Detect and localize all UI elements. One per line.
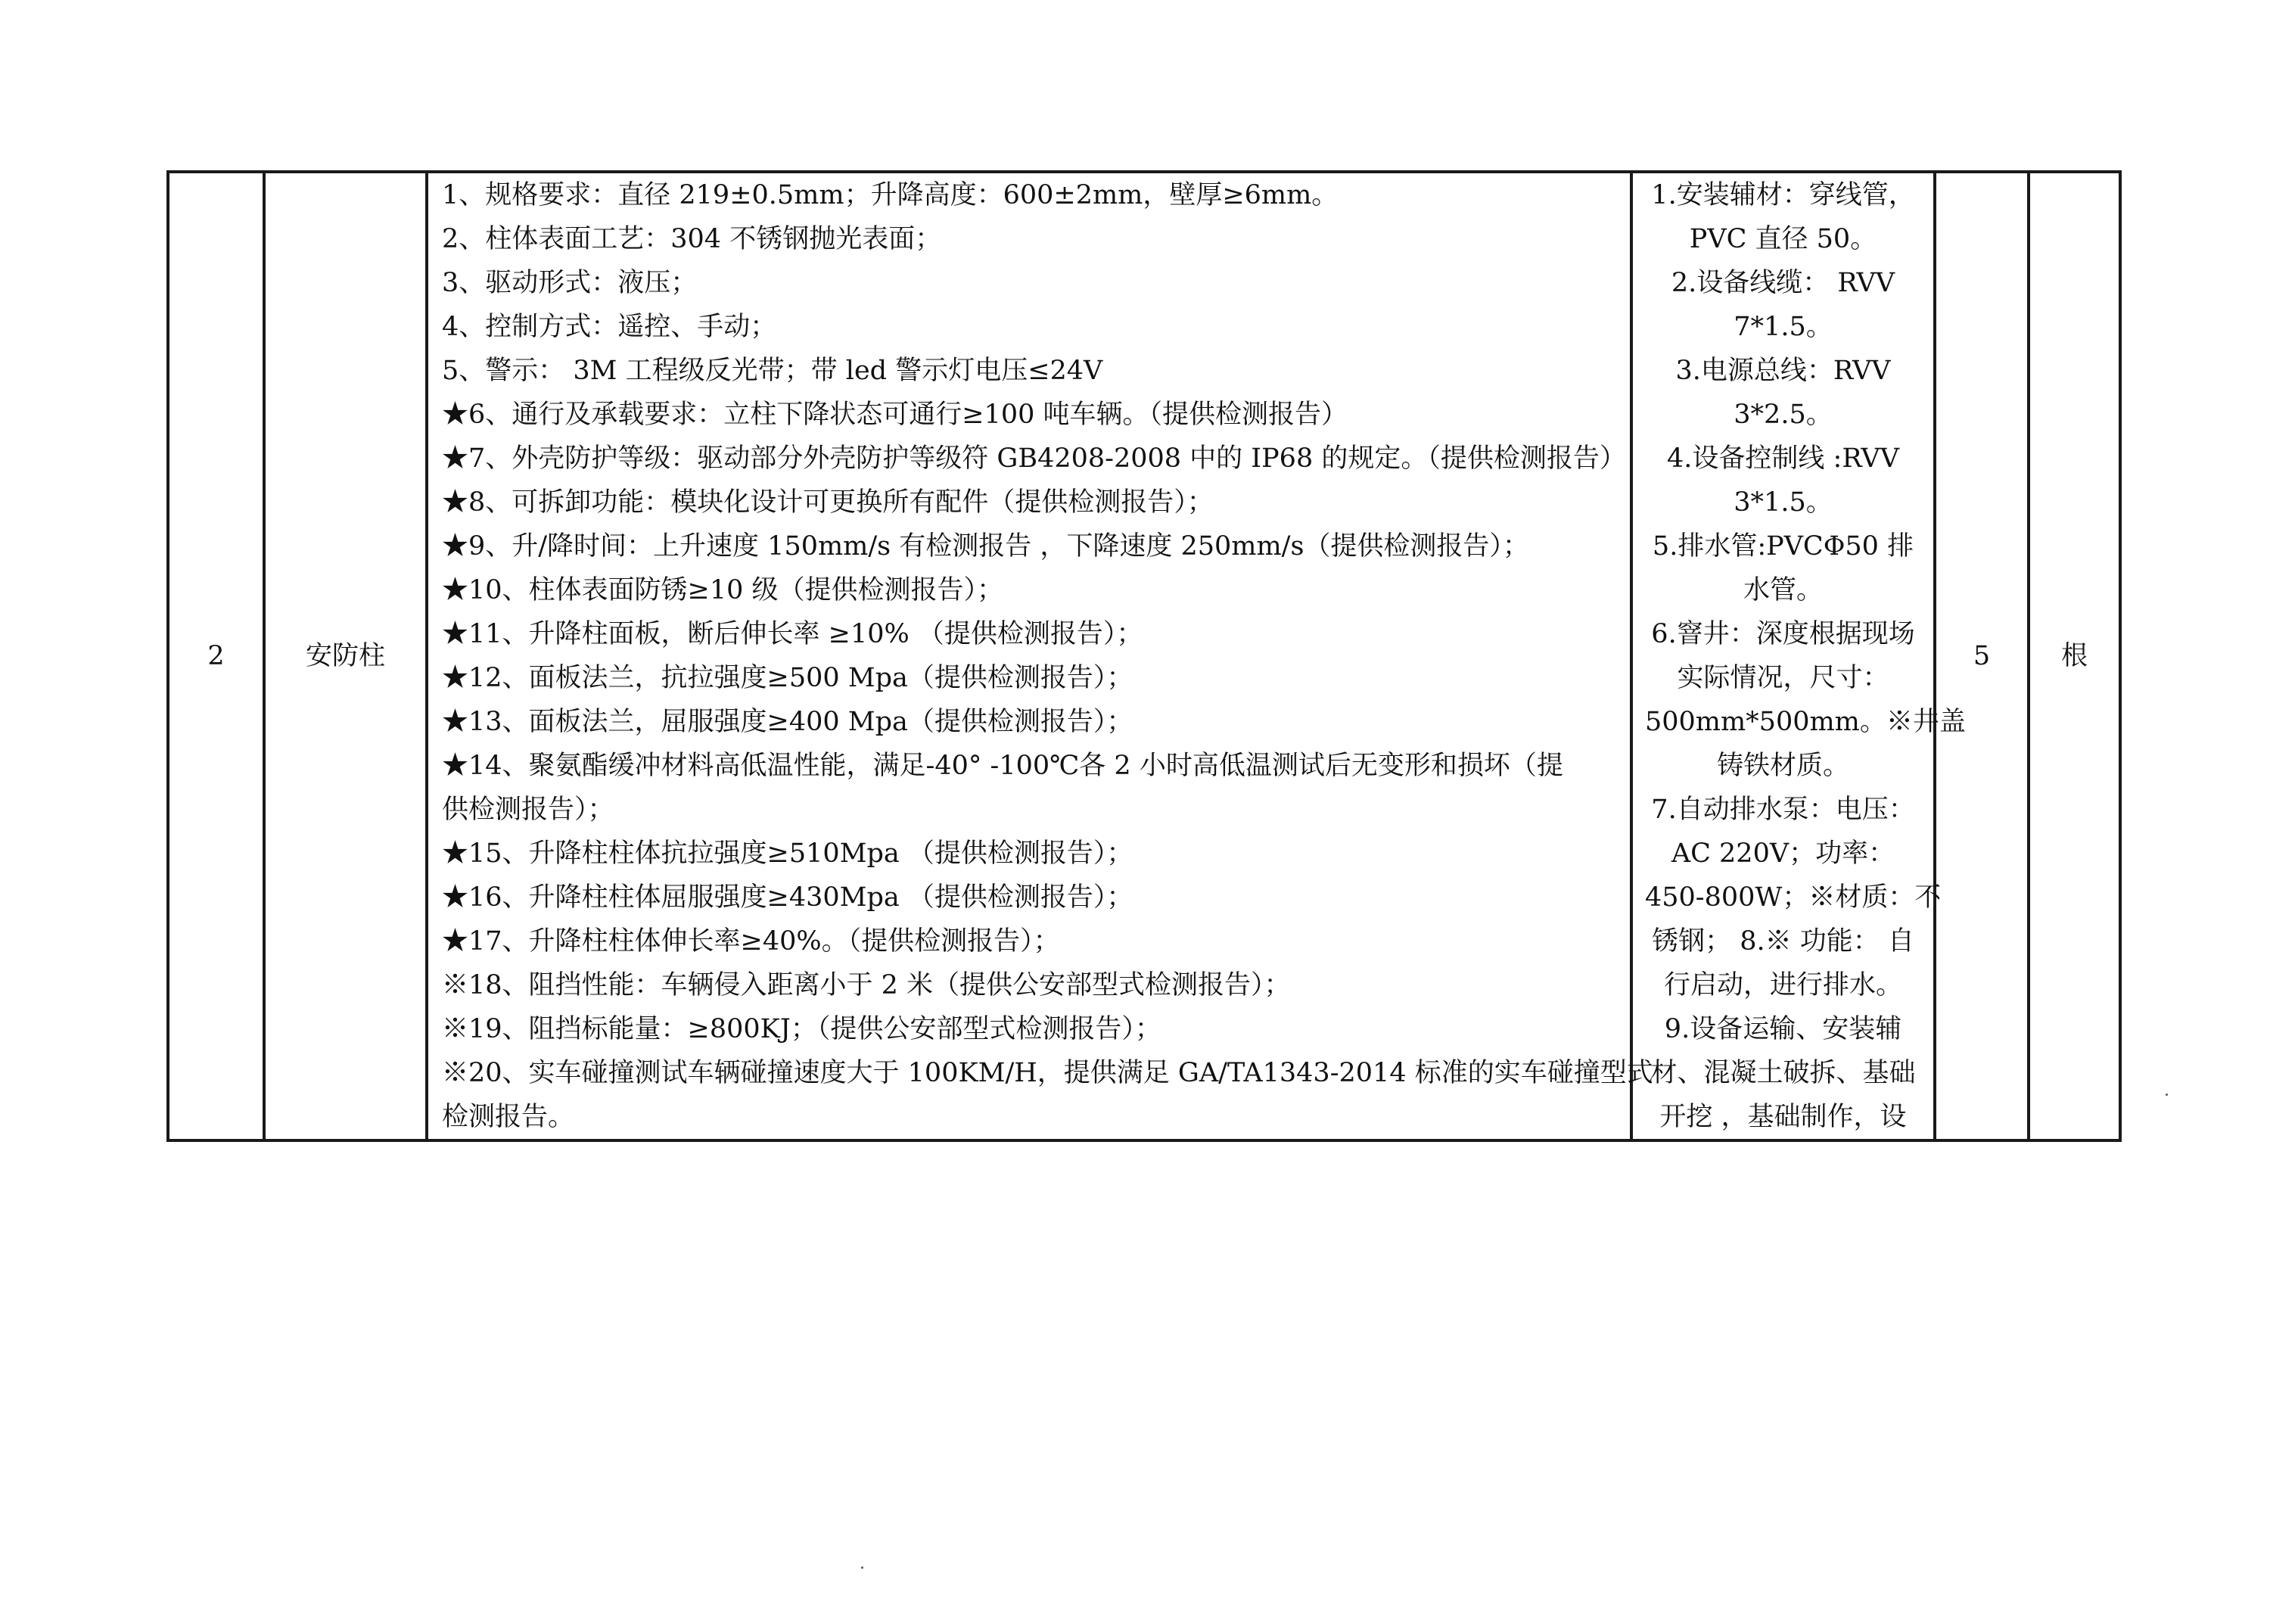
- spec-table: [166, 170, 2122, 1142]
- scan-speck: [2166, 1094, 2168, 1096]
- accessory-line: 开挖 ，基础制作，设: [1659, 1102, 1907, 1132]
- accessory-line: 4.设备控制线 :RVV: [1667, 443, 1899, 474]
- spec-cell: [427, 172, 1653, 1140]
- spec-line: ★7、外壳防护等级：驱动部分外壳防护等级符 GB4208-2008 中的 IP68 的规定。（提供检测报告）: [442, 443, 1626, 474]
- spec-line: ★13、面板法兰，屈服强度≥400 Mpa（提供检测报告）；: [442, 707, 1133, 737]
- spec-line: ★16、升降柱柱体屈服强度≥430Mpa （提供检测报告）；: [442, 882, 1133, 913]
- accessory-line: 2.设备线缆： RVV: [1671, 268, 1895, 298]
- unit: 根: [2060, 641, 2088, 671]
- unit-cell: [2029, 172, 2120, 1140]
- spec-line: ★15、升降柱柱体抗拉强度≥510Mpa （提供检测报告）；: [442, 838, 1133, 869]
- accessory-line: 材、混凝土破拆、基础: [1650, 1058, 1916, 1088]
- accessory-line: 行启动，进行排水。: [1663, 970, 1902, 1000]
- spec-line: ※20、实车碰撞测试车辆碰撞速度大于 100KM/H，提供满足 GA/TA1343-2014 标准的实车碰撞型式: [442, 1058, 1653, 1088]
- spec-line: ※18、阻挡性能：车辆侵入距离小于 2 米（提供公安部型式检测报告）；: [442, 970, 1291, 1000]
- accessory-line: 实际情况，尺寸：: [1677, 663, 1889, 693]
- spec-line: 5、警示： 3M 工程级反光带；带 led 警示灯电压≤24V: [442, 356, 1103, 386]
- quantity: 5: [1973, 641, 1991, 671]
- spec-line: 3、驱动形式：液压；: [442, 268, 698, 298]
- spec-line: ★8、可拆卸功能：模块化设计可更换所有配件（提供检测报告）；: [442, 487, 1214, 518]
- accessory-line: 7*1.5。: [1734, 312, 1833, 342]
- quantity-cell: [1935, 172, 2029, 1140]
- accessory-line: AC 220V；功率：: [1671, 838, 1895, 869]
- accessory-line: 3*1.5。: [1734, 487, 1833, 518]
- item-name-cell: [264, 172, 427, 1140]
- accessory-line: 6.窨井：深度根据现场: [1651, 619, 1915, 649]
- accessory-line: 铸铁材质。: [1716, 751, 1849, 781]
- spec-line: ★14、聚氨酯缓冲材料高低温性能，满足-40° -100℃各 2 小时高低温测试后无变形和损坏（提: [442, 751, 1563, 781]
- spec-line: 4、控制方式：遥控、手动；: [442, 312, 777, 342]
- accessory-line: 3*2.5。: [1734, 400, 1833, 430]
- accessory-line: PVC 直径 50。: [1689, 224, 1877, 254]
- spec-line: 检测报告。: [442, 1102, 575, 1132]
- spec-line: ★6、通行及承载要求：立柱下降状态可通行≥100 吨车辆。（提供检测报告）: [442, 400, 1348, 430]
- spec-line: ★11、升降柱面板，断后伸长率 ≥10% （提供检测报告）；: [442, 619, 1143, 649]
- spec-line: ★17、升降柱柱体伸长率≥40%。（提供检测报告）；: [442, 926, 1060, 957]
- accessory-line: 3.电源总线：RVV: [1675, 356, 1891, 386]
- item-name: 安防柱: [305, 641, 385, 671]
- row-index: 2: [207, 641, 225, 671]
- spec-line: ★9、升/降时间：上升速度 150mm/s 有检测报告 ，下降速度 250mm/s（提供检测报告）；: [442, 531, 1529, 562]
- spec-line: 1、规格要求：直径 219±0.5mm；升降高度：600±2mm，壁厚≥6mm。: [442, 180, 1339, 210]
- spec-line: 供检测报告）；: [442, 795, 614, 825]
- accessory-line: 7.自动排水泵：电压：: [1651, 795, 1915, 825]
- accessory-line: 450-800W；※材质：不: [1645, 882, 1942, 913]
- spec-line: ※19、阻挡标能量：≥800KJ；（提供公安部型式检测报告）；: [442, 1014, 1161, 1044]
- row-index-cell: [168, 172, 264, 1140]
- accessory-line: 水管。: [1743, 575, 1823, 605]
- accessory-line: 9.设备运输、安装辅: [1664, 1014, 1902, 1044]
- accessory-line: 1.安装辅材：穿线管，: [1651, 180, 1915, 210]
- spec-line: 2、柱体表面工艺：304 不锈钢抛光表面；: [442, 224, 942, 254]
- spec-line: ★12、面板法兰，抗拉强度≥500 Mpa（提供检测报告）；: [442, 663, 1133, 693]
- accessory-line: 5.排水管:PVCΦ50 排: [1652, 531, 1914, 562]
- spec-line: ★10、柱体表面防锈≥10 级（提供检测报告）；: [442, 575, 1004, 605]
- accessory-line: 500mm*500mm。※井盖: [1645, 707, 1966, 737]
- scan-speck: [861, 1566, 863, 1569]
- accessories-cell: [1631, 172, 1966, 1140]
- table-row: [168, 172, 2120, 1140]
- accessory-line: 锈钢； 8.※ 功能： 自: [1652, 926, 1914, 957]
